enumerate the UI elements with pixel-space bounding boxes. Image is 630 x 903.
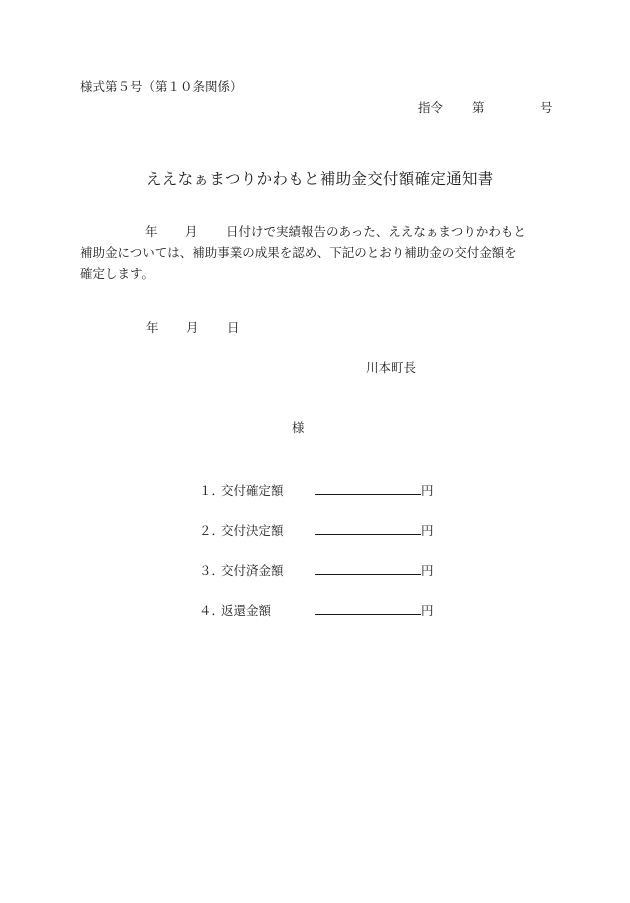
amount-item: [199, 563, 434, 578]
order-prefix: 指令: [418, 100, 444, 115]
item-unit: 円: [421, 603, 434, 618]
body-line-1: [80, 221, 560, 242]
item-number: ３．: [199, 563, 225, 578]
date-month: 月: [186, 320, 199, 335]
item-label: 交付確定額: [221, 483, 284, 498]
issue-date: [146, 322, 240, 335]
item-unit: 円: [421, 563, 434, 578]
date-day: 日: [227, 320, 240, 335]
form-label: 様式第５号（第１０条関係）: [80, 79, 243, 94]
item-label: 交付済金額: [221, 563, 284, 578]
item-unit: 円: [421, 523, 434, 538]
body-line-2: 補助金については、補助事業の成果を認め、下記のとおり補助金の交付金額を: [80, 245, 517, 260]
order-dai: 第: [472, 100, 485, 115]
body-line-3: 確定します。: [80, 266, 155, 281]
item-number: ２．: [199, 523, 225, 538]
amount-blank-line: [315, 603, 421, 615]
item-label: 交付決定額: [221, 523, 284, 538]
item-label: 返還金額: [221, 603, 272, 618]
body-year: 年: [145, 224, 158, 239]
document-title: ええなぁまつりかわもと補助金交付額確定通知書: [146, 170, 494, 188]
date-year: 年: [146, 320, 159, 335]
amount-item: [199, 603, 434, 618]
amount-item: [199, 483, 434, 498]
amount-blank-line: [315, 483, 421, 495]
item-number: １．: [199, 483, 225, 498]
addressee-suffix: 様: [292, 420, 305, 435]
amount-blank-line: [315, 563, 421, 575]
signatory: 川本町長: [366, 360, 417, 375]
order-go: 号: [540, 100, 553, 115]
body-line-1-text: 日付けで実績報告のあった、ええなぁまつりかわもと: [226, 224, 526, 239]
item-unit: 円: [421, 483, 434, 498]
body-paragraph: [80, 221, 560, 284]
body-month: 月: [185, 224, 198, 239]
order-number-line: [418, 102, 553, 115]
item-number: ４．: [199, 603, 225, 618]
amount-item: [199, 523, 434, 538]
amount-blank-line: [315, 523, 421, 535]
